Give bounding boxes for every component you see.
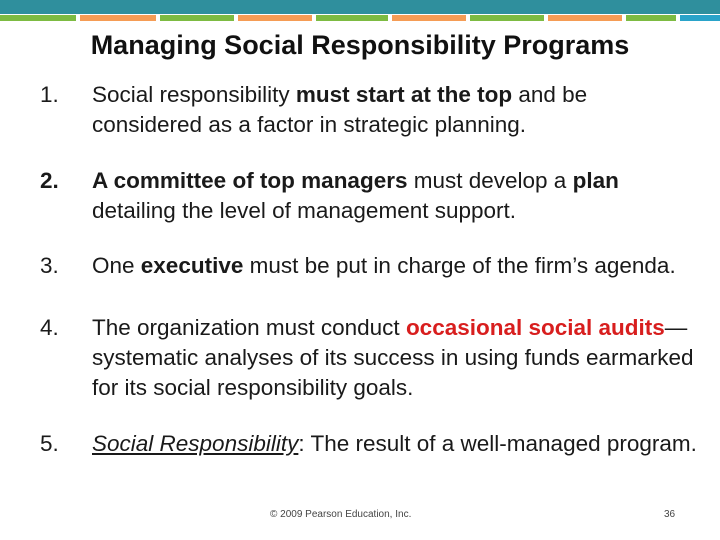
item-emphasis: plan (572, 168, 619, 193)
page-number: 36 (664, 509, 676, 520)
item-number: 2. (40, 168, 59, 193)
decorative-stripe (160, 15, 234, 21)
item-text: and be considered as a factor in strategic planning. (92, 82, 588, 137)
item-text: detailing the level of management support. (92, 198, 517, 223)
item-number: 3. (40, 253, 59, 278)
item-number: 5. (40, 431, 59, 456)
list-item (40, 80, 700, 140)
list-item (40, 429, 700, 459)
item-term: Social Responsibility (92, 431, 299, 456)
item-text: The organization must conduct (92, 315, 406, 340)
bullet-list (40, 80, 700, 459)
item-text: must be put in charge of the firm’s agenda. (243, 253, 676, 278)
item-text: : The result of a well-managed program. (298, 431, 697, 456)
list-item (40, 313, 700, 403)
item-number: 4. (40, 315, 59, 340)
decorative-stripe (470, 15, 544, 21)
decorative-stripe (680, 15, 720, 21)
item-emphasis: must start at the top (295, 82, 513, 107)
item-text: must develop a (407, 168, 573, 193)
item-text: One (92, 253, 141, 278)
item-highlight: occasional social audits (405, 315, 665, 340)
item-emphasis: A committee of top managers (92, 168, 408, 193)
decorative-stripe (392, 15, 466, 21)
item-text: —systematic analyses of its success in using funds earmarked for its social responsibility goals. (92, 315, 694, 400)
copyright-notice: © 2009 Pearson Education, Inc. (270, 509, 412, 520)
item-emphasis: executive (140, 253, 244, 278)
item-text: Social responsibility (92, 82, 296, 107)
slide-title: Managing Social Responsibility Programs (90, 30, 630, 60)
decorative-stripe (238, 15, 312, 21)
list-item (40, 251, 700, 281)
decorative-stripe (0, 15, 76, 21)
top-accent-bar (0, 0, 720, 14)
item-number: 1. (40, 82, 59, 107)
decorative-stripe (80, 15, 156, 21)
decorative-stripe (548, 15, 622, 21)
decorative-stripe (316, 15, 388, 21)
list-item (40, 166, 700, 226)
decorative-stripe (626, 15, 676, 21)
